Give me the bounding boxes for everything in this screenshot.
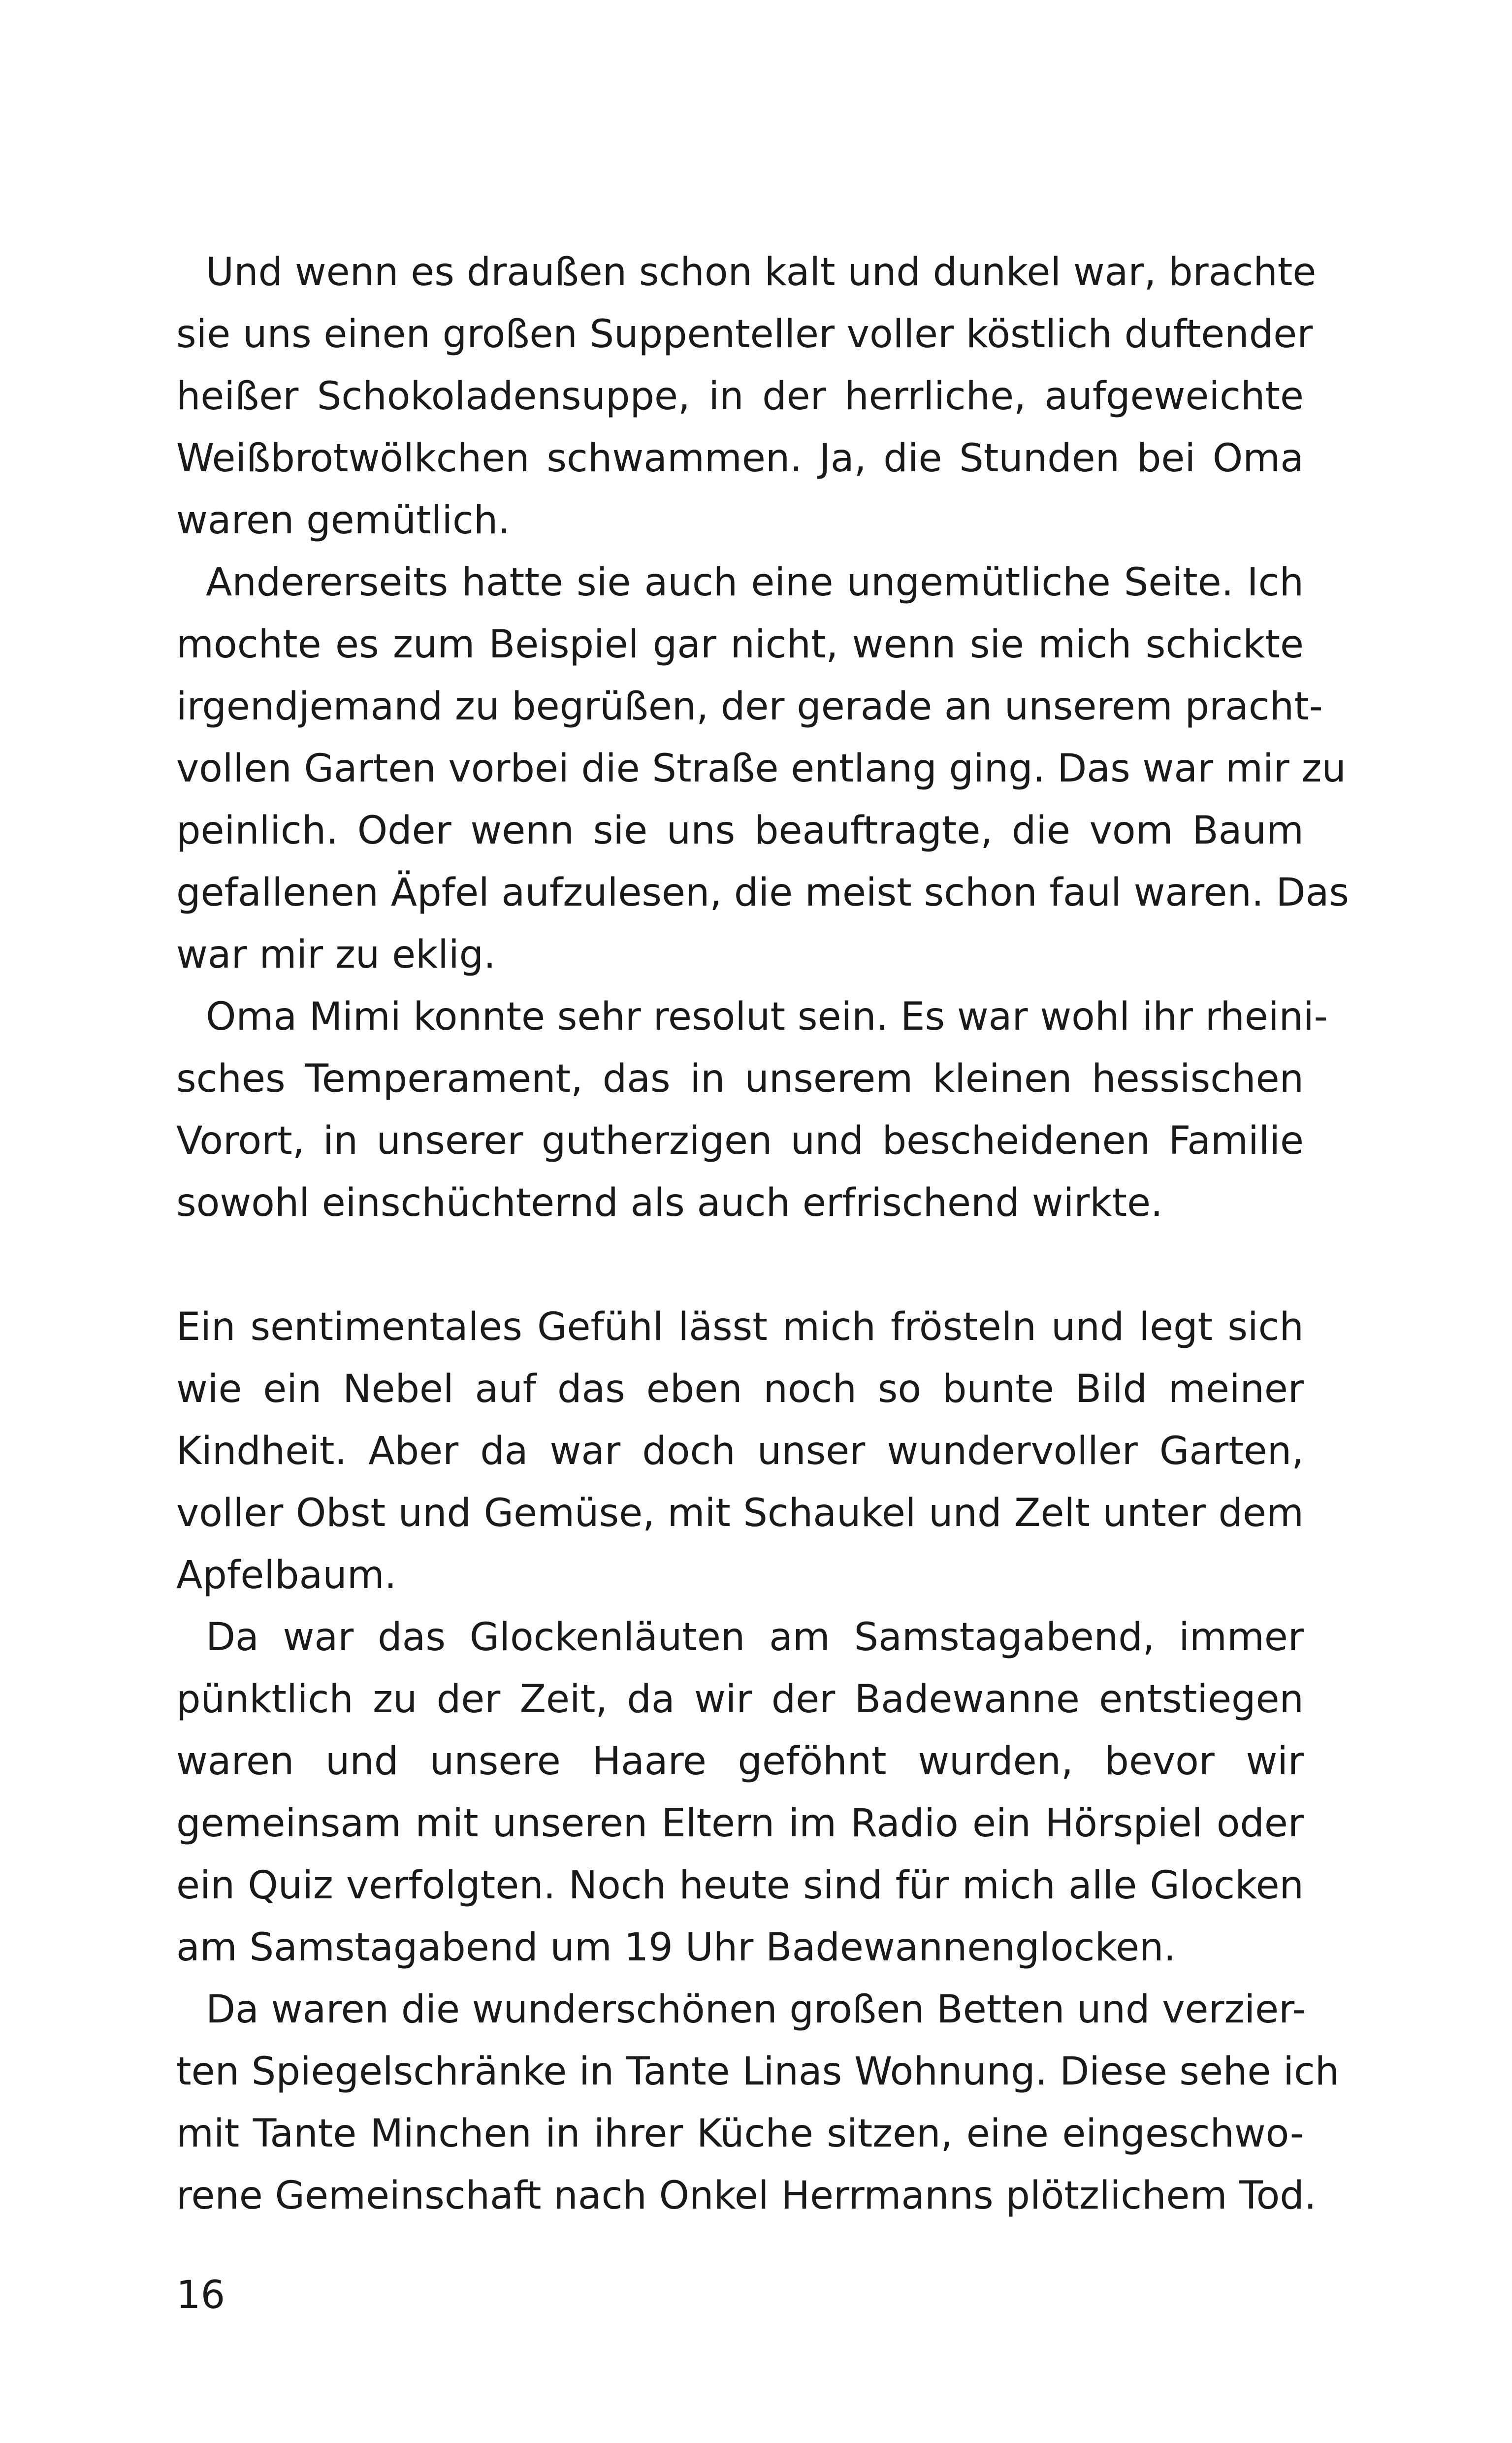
- paragraph: [176, 1606, 1304, 1979]
- text-line: ten Spiegelschränke in Tante Linas Wohnung. Diese sehe ich: [176, 2050, 1340, 2094]
- text-line: mochte es zum Beispiel gar nicht, wenn sie mich schickte: [176, 622, 1304, 667]
- text-line: Vorort, in unserer gutherzigen und bescheidenen Familie: [176, 1119, 1304, 1163]
- text-line: Oma Mimi konnte sehr resolut sein. Es war wohl ihr rheini-: [206, 995, 1328, 1039]
- text-line: Andererseits hatte sie auch eine ungemütliche Seite. Ich: [206, 560, 1304, 605]
- text-line: wie ein Nebel auf das eben noch so bunte Bild meiner: [176, 1367, 1304, 1411]
- text-line: pünktlich zu der Zeit, da wir der Badewanne entstiegen: [176, 1677, 1304, 1722]
- text-line: Da waren die wunderschönen großen Betten und verzier-: [206, 1987, 1306, 2032]
- text-line: peinlich. Oder wenn sie uns beauftragte, die vom Baum: [176, 809, 1304, 853]
- text-line: waren gemütlich.: [176, 498, 511, 543]
- section-gap: [176, 1234, 1304, 1296]
- paragraph: [176, 552, 1350, 986]
- text-line: irgendjemand zu begrüßen, der gerade an unserem pracht-: [176, 684, 1323, 729]
- text-line: sches Temperament, das in unserem kleinen hessischen: [176, 1057, 1304, 1101]
- text-line: gemeinsam mit unseren Eltern im Radio ein Hörspiel oder: [176, 1801, 1304, 1846]
- text-line: Und wenn es draußen schon kalt und dunkel war, brachte: [206, 250, 1317, 294]
- paragraph: [176, 1979, 1340, 2227]
- body-text: [176, 241, 1350, 2227]
- text-line: rene Gemeinschaft nach Onkel Herrmanns plötzlichem Tod.: [176, 2174, 1317, 2218]
- text-line: Da war das Glockenläuten am Samstagabend, immer: [206, 1615, 1304, 1660]
- text-line: sie uns einen großen Suppenteller voller köstlich duftender: [176, 312, 1313, 357]
- paragraph: [176, 241, 1317, 552]
- text-line: voller Obst und Gemüse, mit Schaukel und Zelt unter dem: [176, 1491, 1304, 1535]
- text-line: war mir zu eklig.: [176, 933, 496, 977]
- page-number: 16: [176, 2273, 225, 2317]
- text-line: heißer Schokoladensuppe, in der herrliche, aufgeweichte: [176, 374, 1304, 419]
- text-line: Weißbrotwölkchen schwammen. Ja, die Stunden bei Oma: [176, 436, 1304, 481]
- text-line: gefallenen Äpfel aufzulesen, die meist schon faul waren. Das: [176, 871, 1350, 915]
- text-line: sowohl einschüchternd als auch erfrischend wirkte.: [176, 1181, 1163, 1225]
- text-line: vollen Garten vorbei die Straße entlang ging. Das war mir zu: [176, 747, 1346, 791]
- text-line: waren und unsere Haare geföhnt wurden, bevor wir: [176, 1739, 1304, 1784]
- text-line: Kindheit. Aber da war doch unser wundervoller Garten,: [176, 1429, 1304, 1473]
- text-line: mit Tante Minchen in ihrer Küche sitzen, eine eingeschwo-: [176, 2112, 1304, 2156]
- text-line: Apfelbaum.: [176, 1553, 397, 1597]
- text-line: ein Quiz verfolgten. Noch heute sind für mich alle Glocken: [176, 1863, 1304, 1908]
- paragraph: [176, 986, 1328, 1234]
- text-line: Ein sentimentales Gefühl lässt mich frösteln und legt sich: [176, 1305, 1304, 1349]
- text-line: am Samstagabend um 19 Uhr Badewannenglocken.: [176, 1925, 1176, 1970]
- paragraph: [176, 1296, 1304, 1606]
